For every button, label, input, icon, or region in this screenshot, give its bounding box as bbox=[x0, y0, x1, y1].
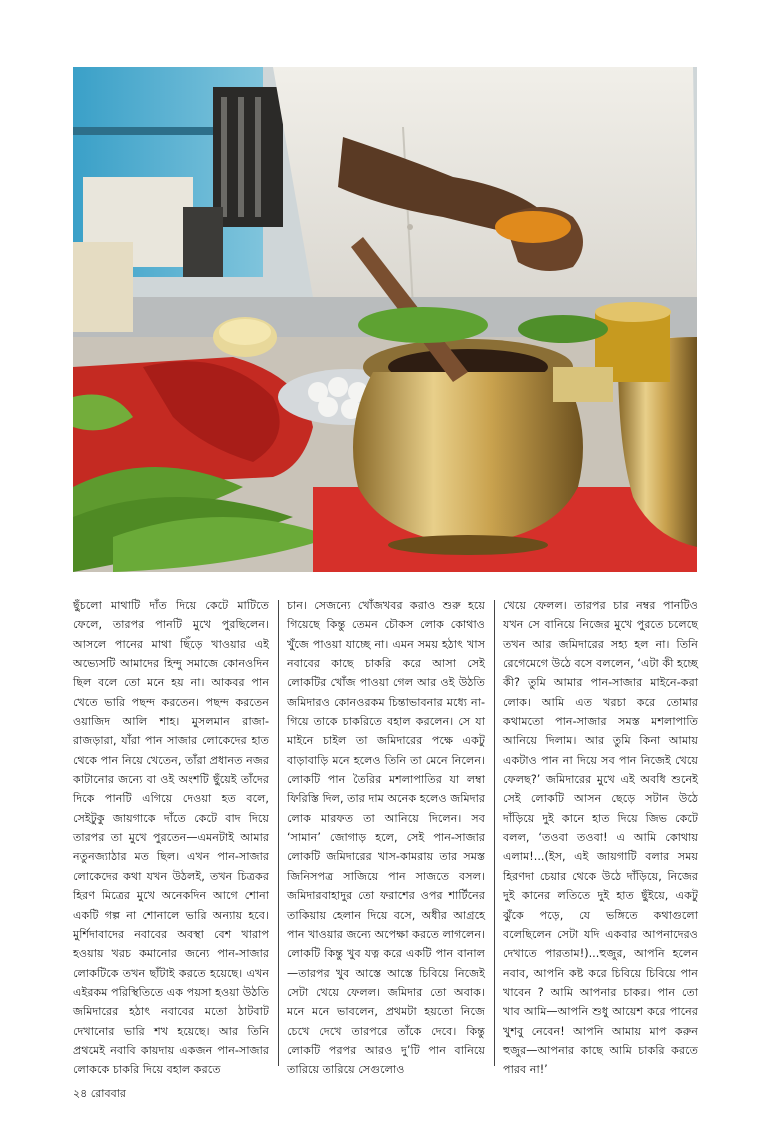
article-column-2: চান। সেজন্যে খোঁজখবর করাও শুরু হয়ে গিয়েছে কিন্তু তেমন চৌকস লোক কোথাও খুঁজে পাওয়া যাচ্ছে না। এমন সময় হঠাৎ খাস নবাবের কাছে চাকরি করে আসা সেই লোকটির খোঁজ পাওয়া গেল আর ওই উঠতি জমিদারও কোনওরকম চিন্তাভাবনার মধ্যে না-গিয়ে তাকে চাকরিতে বহাল করলেন। সে যা মাইনে চাইল তা জমিদারের পক্ষে একটু বাড়াবাড়ি মনে হলেও তিনি তা মেনে নিলেন। লোকটি পান তৈরির মশলাপাতির যা লম্বা ফিরিস্তি দিল, তার দাম অনেক হলেও জমিদার লোক মারফত তা আনিয়ে দিলেন। সব ‘সামান’ জোগাড় হলে, সেই পান-সাজার লোকটি জমিদারের খাস-কামরায় তার সমস্ত জিনিসপত্র সাজিয়ে পান সাজতে বসল। জমিদারবাহাদুর তো ফরাশের ওপর শার্টিনের তাকিয়ায় হেলান দিয়ে বসে, অধীর আগ্রহে পান খাওয়ার জন্যে অপেক্ষা করতে লাগলেন। লোকটি কিন্তু খুব যত্ন করে একটি পান বানাল—তারপর খুব আস্তে আস্তে চিবিয়ে নিজেই সেটা খেয়ে ফেলল। জমিদার তো অবাক। মনে মনে ভাবলেন, প্রথমটা হয়তো নিজে চেখে দেখে তারপরে তাঁকে দেবে। কিন্তু লোকটি পরপর আরও দু’টি পান বানিয়ে তারিয়ে তারিয়ে সেগুলোও bbox=[287, 599, 485, 1077]
page-folio: ২৪ রোববার bbox=[73, 1087, 126, 1100]
article-column-3: খেয়ে ফেলল। তারপর চার নম্বর পানটিও যখন সে বানিয়ে নিজের মুখে পুরতে চলেছে তখন আর জমিদারের সহ্য হল না। তিনি রেগেমেগে উঠে বসে বললেন, ‘এটা কী হচ্ছে কী? তুমি আমার পান-সাজার মাইনে-করা লোক। আমি এত খরচা করে তোমার কথামতো পান-সাজার সমস্ত মশলাপাতি আনিয়ে দিলাম। আর তুমি কিনা আমায় একটাও পান না দিয়ে সব পান নিজেই খেয়ে ফেলছ?’ জমিদারের মুখে এই অবধি শুনেই সেই লোকটি আসন ছেড়ে সটান উঠে দাঁড়িয়ে দুই কানে হাত দিয়ে জিভ কেটে বলল, ‘তওবা তওবা! এ আমি কোথায় এলাম!...(ইস, এই জায়গাটি বলার সময় হিরণদা চেয়ার থেকে উঠে দাঁড়িয়ে, নিজের দুই কানের লতিতে দুই হাত ছুঁইয়ে, একটু ঝুঁকে পড়ে, যে ভঙ্গিতে কথাগুলো বলেছিলেন সেটা যদি একবার আপনাদেরও দেখাতে পারতাম!)...হুজুর, আপনি হলেন নবাব, আপনি কষ্ট করে চিবিয়ে চিবিয়ে পান খাবেন ? আমি আপনার চাকর। পান তো খাব আমি—আপনি শুধু আয়েশ করে পানের খুশবু নেবেন! আপনি আমায় মাপ করুন হুজুর—আপনার কাছে আমি চাকরি করতে পারব না!’ bbox=[503, 599, 698, 1077]
column-divider bbox=[278, 600, 279, 1066]
column-divider bbox=[494, 600, 495, 1066]
article-column-1: ছুঁচলো মাথাটি দাঁত দিয়ে কেটে মাটিতে ফেলে, তারপর পানটি মুখে পুরছিলেন। আসলে পানের মাথা ছিঁড়ে খাওয়ার এই অভ্যেসটি আমাদের হিন্দু সমাজে কোনওদিন ছিল বলে তো মনে হয় না। আকবর পান খেতে ভারি পছন্দ করতেন। পছন্দ করতেন ওয়াজিদ আলি শাহ। মুসলমান রাজা-রাজড়ারা, যাঁরা পান সাজার লোকেদের হাত থেকে পান নিয়ে খেতেন, তাঁরা প্রধানত নজর কাটানোর জন্যে বা ওই অংশটি ছুঁয়েই তাঁদের দিকে পানটি এগিয়ে দেওয়া হত বলে, সেইটুকু জায়গাকে দাঁতে কেটে বাদ দিয়ে তারপর তা মুখে পুরতেন—এমনটাই আমার নতুনজ্যাঠার মত ছিল। এখন পান-সাজার লোকেদের কথা যখন উঠলই, তখন চিত্রকর হিরণ মিত্রের মুখে অনেকদিন আগে শোনা একটি গল্প না শোনালে ভারি অন্যায় হবে। মুর্শিদাবাদের নবাবের অবস্থা বেশ খারাপ হওয়ায় খরচ কমানোর জন্যে পান-সাজার লোকটিকে তখন ছাঁটাই করতে হয়েছে। এখন এইরকম পরিস্থিতিতে এক পয়সা হওয়া উঠতি জমিদারের হঠাৎ নবাবের মতো ঠাটবাট দেখানোর ভারি শখ হয়েছে। আর তিনি প্রথমেই নবাবি কায়দায় একজন পান-সাজার লোককে চাকরি দিয়ে বহাল করতে bbox=[73, 599, 269, 1077]
paan-shop-photo bbox=[73, 67, 697, 572]
